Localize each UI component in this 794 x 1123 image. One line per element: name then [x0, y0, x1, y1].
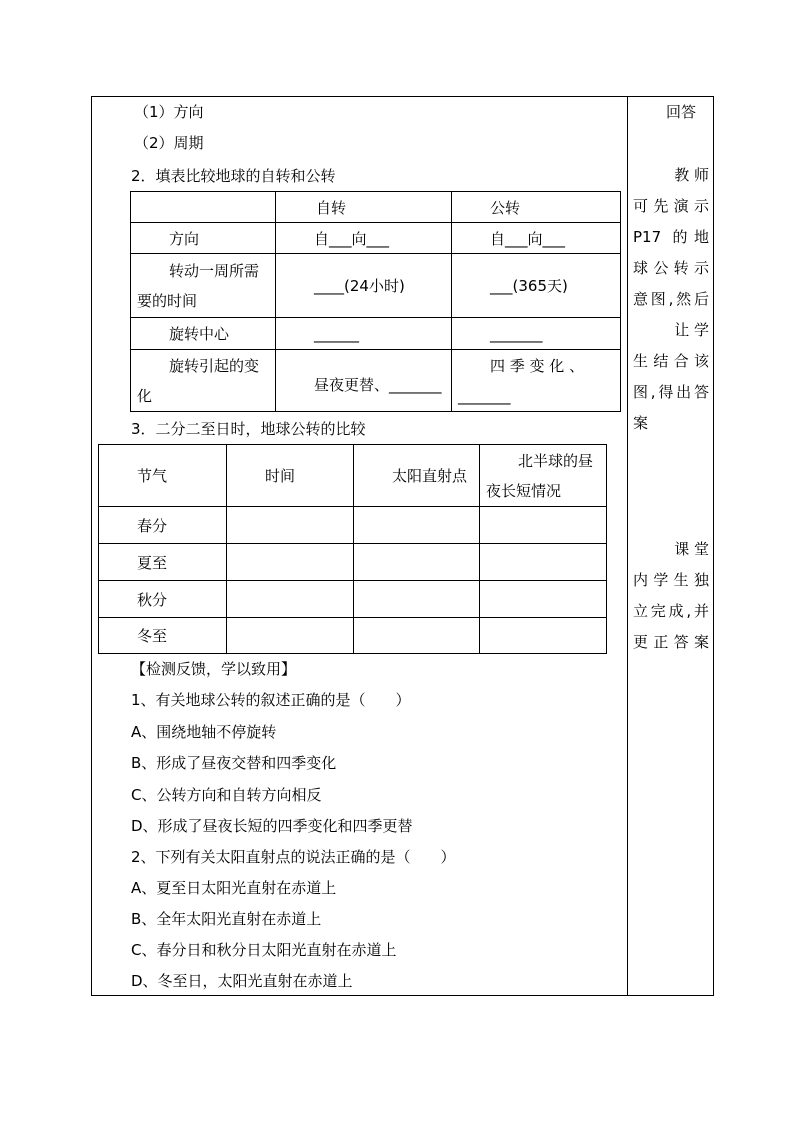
side-teacher-note: [633, 160, 709, 439]
side-note1-line: 意图,然后: [633, 290, 709, 308]
cell-rotation-period: ____(24小时): [276, 254, 452, 318]
header-revolution: 公转: [452, 192, 621, 223]
header-day-night-line1: 北半球的昼: [518, 451, 594, 470]
table-row: [99, 581, 607, 618]
feedback-title: 【检测反馈，学以致用】: [131, 660, 297, 678]
header-time: 时间: [227, 445, 354, 507]
row-label-direction: 方向: [131, 223, 276, 254]
row-label-effect-line2: 化: [137, 386, 153, 405]
table-cell: [227, 581, 354, 618]
q1-option-a: A、围绕地轴不停旋转: [131, 723, 277, 741]
row-winter-solstice: 冬至: [99, 618, 227, 654]
cell-rotation-effect: 昼夜更替、_______: [276, 350, 452, 412]
question-1: 1、有关地球公转的叙述正确的是（ ）: [131, 691, 411, 709]
table-cell: [354, 581, 480, 618]
header-subsolar-point: 太阳直射点: [354, 445, 480, 507]
side-note1-line: 生结合该: [633, 352, 709, 370]
side-classroom-note: [633, 534, 709, 658]
question-2: 2、下列有关太阳直射点的说法正确的是（ ）: [131, 848, 456, 866]
table-cell: [227, 618, 354, 654]
row-label-effect: [131, 350, 276, 412]
q2-option-c: C、春分日和秋分日太阳光直射在赤道上: [131, 941, 397, 959]
cell-revolution-effect: [452, 350, 621, 412]
q2-option-a: A、夏至日太阳光直射在赤道上: [131, 879, 337, 897]
table-row: [99, 507, 607, 544]
table-row: [131, 223, 621, 254]
table-header-row: [131, 192, 621, 223]
solar-terms-table: [98, 444, 607, 654]
cell-revolution-center: _______: [452, 318, 621, 350]
side-note1-line: 案: [633, 414, 649, 432]
cell-revolution-period: ___(365天): [452, 254, 621, 318]
header-solar-term: 节气: [99, 445, 227, 507]
row-autumn-equinox: 秋分: [99, 581, 227, 618]
table-row: [131, 318, 621, 350]
side-note2-line: 立完成,并: [633, 602, 709, 620]
table-cell: [354, 544, 480, 581]
section-2-title: 2．填表比较地球的自转和公转: [131, 167, 336, 185]
item-direction: （1）方向: [134, 103, 204, 121]
cell-rotation-direction: 自___向___: [276, 223, 452, 254]
side-note1-line: P17 的地: [633, 228, 709, 246]
row-label-period-line2: 要的时间: [137, 291, 198, 310]
row-spring-equinox: 春分: [99, 507, 227, 544]
side-note2-line: 内学生独: [633, 571, 709, 589]
item-period: （2）周期: [134, 134, 204, 152]
cell-revolution-direction: 自___向___: [452, 223, 621, 254]
table-row: [99, 618, 607, 654]
table-cell: [354, 618, 480, 654]
section-3-title: 3．二分二至日时，地球公转的比较: [131, 420, 366, 438]
row-label-period: [131, 254, 276, 318]
table-cell: [227, 544, 354, 581]
table-row: [131, 254, 621, 318]
table-row: [131, 350, 621, 412]
side-note2-line: 课 堂: [674, 540, 709, 558]
side-answer: 回答: [666, 103, 697, 121]
column-divider: [627, 96, 628, 996]
q1-option-d: D、形成了昼夜长短的四季变化和四季更替: [131, 817, 413, 835]
q1-option-c: C、公转方向和自转方向相反: [131, 786, 322, 804]
side-note2-line: 更正答案: [633, 633, 709, 651]
q2-option-d: D、冬至日，太阳光直射在赤道上: [131, 972, 353, 990]
cell-rotation-center: ______: [276, 318, 452, 350]
side-note1-line: 教 师: [674, 166, 709, 184]
table-cell: [131, 192, 276, 223]
header-rotation: 自转: [276, 192, 452, 223]
table-cell: [480, 507, 607, 544]
q1-option-b: B、形成了昼夜交替和四季变化: [131, 754, 337, 772]
table-row: [99, 544, 607, 581]
table-cell: [480, 544, 607, 581]
side-note1-line: 球公转示: [633, 259, 709, 277]
table-cell: [480, 618, 607, 654]
cell-revolution-effect-line2: _______: [458, 386, 511, 405]
table-cell: [480, 581, 607, 618]
row-summer-solstice: 夏至: [99, 544, 227, 581]
side-note1-line: 让 学: [674, 321, 709, 339]
header-day-night-line2: 夜长短情况: [486, 481, 562, 500]
header-day-night-length: [480, 445, 607, 507]
cell-revolution-effect-line1: 四 季 变 化 、: [490, 356, 585, 375]
table-cell: [227, 507, 354, 544]
table-cell: [354, 507, 480, 544]
row-label-effect-line1: 旋转引起的变: [169, 356, 260, 375]
row-label-center: 旋转中心: [131, 318, 276, 350]
table-header-row: [99, 445, 607, 507]
q2-option-b: B、全年太阳光直射在赤道上: [131, 910, 322, 928]
side-note1-line: 图,得出答: [633, 383, 709, 401]
rotation-revolution-table: [130, 191, 621, 412]
row-label-period-line1: 转动一周所需: [169, 261, 260, 280]
side-note1-line: 可先演示: [633, 197, 709, 215]
